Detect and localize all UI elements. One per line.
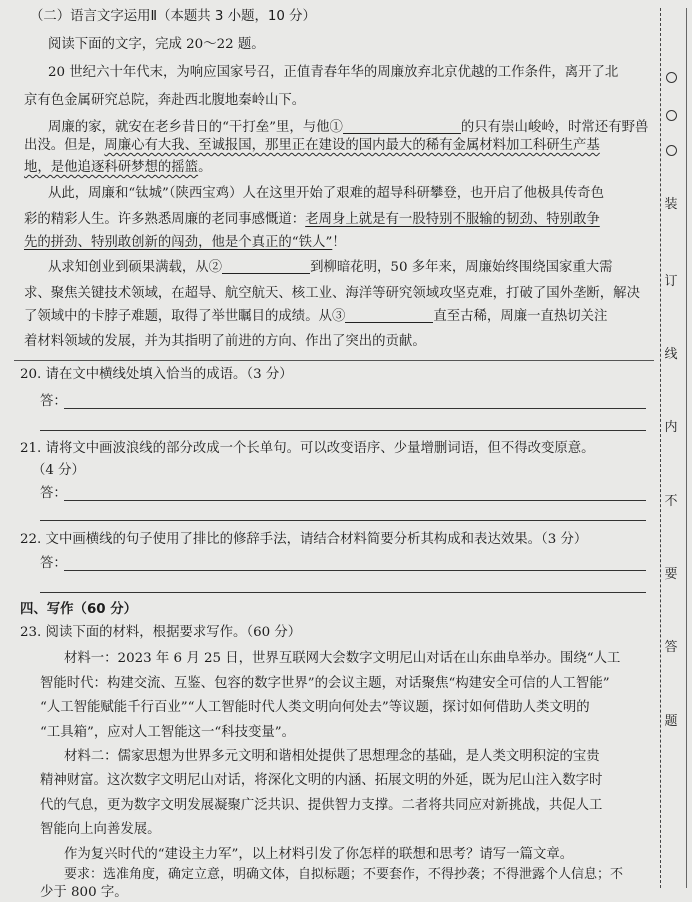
answer-label: 答： — [40, 486, 67, 501]
gutter-char: 内 — [663, 416, 679, 435]
passage-text: ！ — [332, 235, 346, 250]
answer-line[interactable] — [64, 408, 646, 409]
material-line: 智能时代：构建交流、互鉴、包容的数字世界”的会议主题，对话聚焦“构建安全可信的人工智能” — [40, 676, 610, 691]
fill-blank-1[interactable] — [343, 119, 461, 134]
fill-blank-2[interactable] — [222, 259, 310, 274]
binding-hole-icon — [666, 145, 677, 156]
material-line: “人工智能赋能千行百业”“人工智能时代人类文明向何处去”等议题，探讨如何借助人类文明的 — [40, 700, 590, 715]
passage-text: 的只有崇山峻岭，时常还有野兽 — [460, 120, 649, 135]
material-line: 精神财富。这次数字文明尼山对话，将深化文明的内涵、拓展文明的外延，既为尼山注入数字时 — [40, 773, 603, 788]
passage-line — [24, 234, 346, 252]
answer-label: 答： — [40, 394, 67, 409]
writing-requirements: 要求：选准角度，确定立意，明确文体，自拟标题；不要套作，不得抄袭；不得泄露个人信息；不 — [64, 867, 624, 882]
material-line: 智能向上向善发展。 — [40, 822, 161, 837]
material-line: 材料一：2023 年 6 月 25 日，世界互联网大会数字文明尼山对话在山东曲阜举办。围绕“人工 — [64, 651, 621, 666]
passage-text: 从求知创业到硕果满载，从② — [48, 260, 223, 275]
passage-text: 彩的精彩人生。许多熟悉周廉的老同事感慨道： — [24, 212, 306, 227]
writing-header: 四、写作（60 分） — [20, 602, 138, 617]
gutter-char: 题 — [663, 710, 679, 729]
passage-text: 出没。但是， — [24, 138, 105, 153]
section3-title: （二）语言文字运用Ⅱ（本题共 3 小题，10 分） — [30, 9, 316, 24]
passage-text: 到柳暗花明，50 多年来，周廉始终围绕国家重大需 — [310, 260, 613, 275]
passage-text: 周廉的家，就安在老乡昔日的“干打垒”里，与他① — [48, 120, 343, 135]
answer-line[interactable] — [40, 592, 646, 593]
material-line: 材料二：儒家思想为世界多元文明和谐相处提供了思想理念的基础，是人类文明积淀的宝贵 — [64, 749, 600, 764]
underlined-text: 先的拼劲、特别敢创新的闯劲，他是个真正的“铁人” — [24, 235, 333, 250]
question-21: 21. 请将文中画波浪线的部分改成一个长单句。可以改变语序、少量增删词语，但不得改变原意。 — [20, 441, 595, 456]
passage-text: 。 — [198, 160, 212, 175]
answer-line[interactable] — [40, 520, 646, 521]
answer-line[interactable] — [64, 570, 646, 571]
passage-line — [24, 211, 600, 229]
page-edge-line — [686, 8, 687, 888]
gutter-char: 要 — [663, 563, 679, 582]
question-22: 22. 文中画横线的句子使用了排比的修辞手法，请结合材料简要分析其构成和表达效果。（3 分） — [20, 532, 588, 547]
gutter-char: 装 — [663, 193, 679, 212]
gutter-char: 答 — [663, 636, 679, 655]
material-line: 代的气息，更为数字文明发展凝聚广泛共识、提供智力支撑。二者将共同应对新挑战，共促人工 — [40, 798, 603, 813]
binding-hole-icon — [666, 72, 677, 83]
answer-line[interactable] — [40, 430, 646, 431]
passage-line: 20 世纪六十年代末，为响应国家号召，正值青春年华的周廉放弃北京优越的工作条件，离开了北 — [48, 65, 619, 80]
passage-line — [48, 119, 648, 137]
answer-line[interactable] — [64, 500, 646, 501]
passage-line — [24, 137, 600, 155]
passage-line — [48, 259, 613, 277]
passage-line: 着材料领域的发展，并为其指明了前进的方向、作出了突出的贡献。 — [24, 334, 426, 349]
writing-prompt: 作为复兴时代的“建设主力军”，以上材料引发了你怎样的联想和思考？请写一篇文章。 — [64, 847, 574, 862]
wavy-underlined-text: 周廉心有大我、至诚报国，那里正在建设的国内最大的稀有金属材料加工科研生产基 — [104, 138, 600, 153]
writing-requirements: 少于 800 字。 — [40, 885, 128, 900]
passage-text: 了领域中的卡脖子难题，取得了举世瞩目的成绩。从③ — [24, 309, 346, 324]
wavy-underlined-text: 地，是他追逐科研梦想的摇篮 — [24, 160, 199, 175]
answer-label: 答： — [40, 556, 67, 571]
question-21-score: （4 分） — [32, 463, 85, 478]
question-23: 23. 阅读下面的材料，根据要求写作。（60 分） — [20, 625, 302, 640]
passage-text: 直至古稀，周廉一直热切关注 — [433, 309, 608, 324]
fill-blank-3[interactable] — [345, 308, 433, 323]
gutter-char: 订 — [663, 270, 679, 289]
passage-line: 求、聚焦关键技术领域，在超导、航空航天、核工业、海洋等研究领域攻坚克难，打破了国外垄断，解决 — [24, 286, 640, 301]
passage-line: 从此，周廉和“钛城”（陕西宝鸡）人在这里开始了艰难的超导科研攀登，也开启了他极具传奇色 — [48, 186, 605, 201]
binding-hole-icon — [666, 110, 677, 121]
underlined-text: 老周身上就是有一股特别不服输的韧劲、特别敢争 — [305, 212, 600, 227]
material-line: “工具箱”，应对人工智能这一“科技变量”。 — [40, 725, 296, 740]
passage-line — [24, 159, 211, 177]
question-20: 20. 请在文中横线处填入恰当的成语。（3 分） — [20, 367, 293, 382]
section3-intro: 阅读下面的文字，完成 20～22 题。 — [48, 37, 265, 52]
gutter-char: 不 — [663, 490, 679, 509]
binding-line — [660, 8, 661, 888]
divider — [14, 360, 654, 361]
passage-line — [24, 308, 607, 326]
gutter-char: 线 — [663, 343, 679, 362]
passage-line: 京有色金属研究总院，奔赴西北腹地秦岭山下。 — [24, 93, 306, 108]
